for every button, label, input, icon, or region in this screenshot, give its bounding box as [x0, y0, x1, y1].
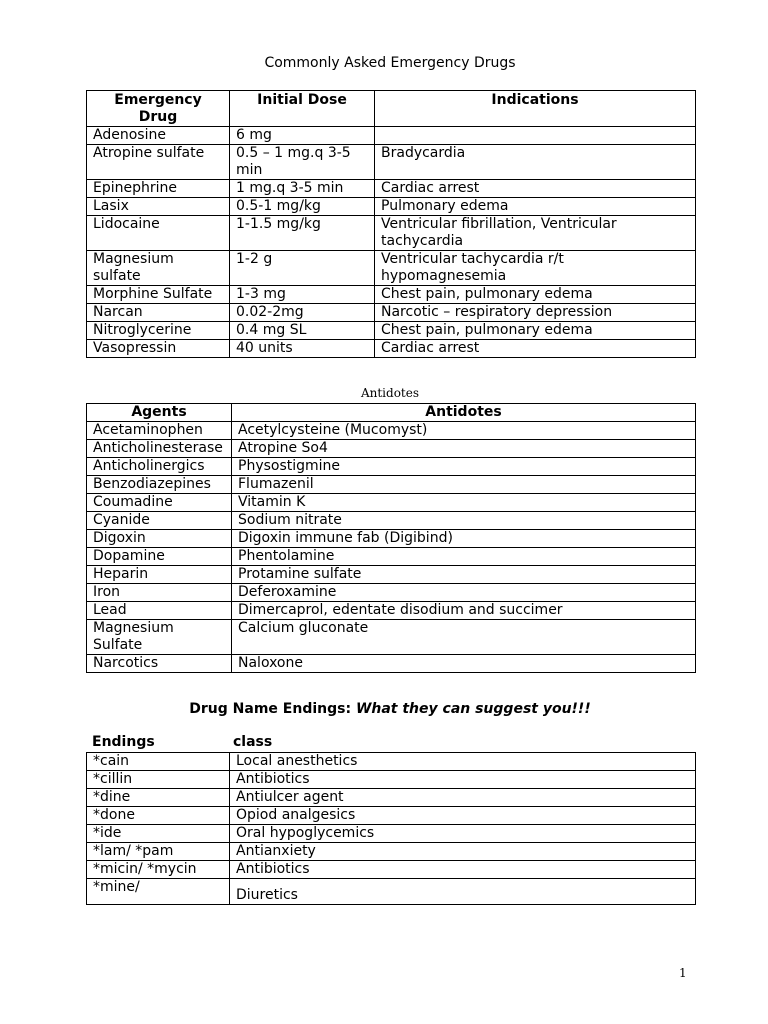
emergency-drugs-table: [86, 90, 696, 358]
drug-cell: Narcan: [87, 304, 230, 322]
table-header-row: [87, 404, 696, 422]
column-header-initial-dose: Initial Dose: [230, 91, 375, 127]
drug-cell: Magnesium sulfate: [87, 251, 230, 286]
table-row: [87, 602, 696, 620]
table-row: [87, 530, 696, 548]
table-row: [87, 789, 696, 807]
drug-cell: Adenosine: [87, 127, 230, 145]
dose-cell: 1 mg.q 3-5 min: [230, 180, 375, 198]
antidote-cell: Phentolamine: [232, 548, 696, 566]
antidote-cell: Naloxone: [232, 655, 696, 673]
drug-endings-table: [86, 752, 696, 905]
drug-cell: Lasix: [87, 198, 230, 216]
ending-cell: *done: [87, 807, 230, 825]
drug-cell: Vasopressin: [87, 340, 230, 358]
indication-cell: Narcotic – respiratory depression: [375, 304, 696, 322]
antidote-cell: Vitamin K: [232, 494, 696, 512]
table-row: [87, 494, 696, 512]
antidote-cell: Sodium nitrate: [232, 512, 696, 530]
table-row: [87, 655, 696, 673]
table-row: [87, 440, 696, 458]
drug-cell: Nitroglycerine: [87, 322, 230, 340]
column-header-emergency-drug: Emergency Drug: [87, 91, 230, 127]
table-row: [87, 304, 696, 322]
indication-cell: Ventricular fibrillation, Ventricular tachycardia: [375, 216, 696, 251]
drug-cell: Lidocaine: [87, 216, 230, 251]
dose-cell: 0.5 – 1 mg.q 3-5 min: [230, 145, 375, 180]
column-header-indications: Indications: [375, 91, 696, 127]
class-cell: Local anesthetics: [230, 753, 696, 771]
class-cell: Antiulcer agent: [230, 789, 696, 807]
ending-cell: *micin/ *mycin: [87, 861, 230, 879]
table-row: [87, 340, 696, 358]
table-row: [87, 127, 696, 145]
table-header-row: [87, 91, 696, 127]
table-row: [87, 861, 696, 879]
agent-cell: Iron: [87, 584, 232, 602]
dose-cell: 0.4 mg SL: [230, 322, 375, 340]
table-row: [87, 145, 696, 180]
table-row: [87, 286, 696, 304]
dose-cell: 6 mg: [230, 127, 375, 145]
column-header-agents: Agents: [87, 404, 232, 422]
dose-cell: 1-3 mg: [230, 286, 375, 304]
antidote-cell: Calcium gluconate: [232, 620, 696, 655]
antidote-cell: Acetylcysteine (Mucomyst): [232, 422, 696, 440]
agent-cell: Anticholinergics: [87, 458, 232, 476]
table-row: [87, 843, 696, 861]
agent-cell: Lead: [87, 602, 232, 620]
antidote-cell: Physostigmine: [232, 458, 696, 476]
dose-cell: 1-2 g: [230, 251, 375, 286]
table-row: [87, 458, 696, 476]
ending-cell: *cillin: [87, 771, 230, 789]
antidotes-table: [86, 403, 696, 673]
table-row: [87, 512, 696, 530]
dose-cell: 0.5-1 mg/kg: [230, 198, 375, 216]
emergency-drugs-title: Commonly Asked Emergency Drugs: [264, 55, 516, 71]
ending-cell: *ide: [87, 825, 230, 843]
indication-cell: Chest pain, pulmonary edema: [375, 322, 696, 340]
indication-cell: Pulmonary edema: [375, 198, 696, 216]
antidote-cell: Deferoxamine: [232, 584, 696, 602]
indication-cell: Cardiac arrest: [375, 340, 696, 358]
agent-cell: Coumadine: [87, 494, 232, 512]
table-row: [87, 584, 696, 602]
indication-cell: [375, 127, 696, 145]
ending-cell: *cain: [87, 753, 230, 771]
page-number: 1: [679, 966, 687, 980]
drug-cell: Morphine Sulfate: [87, 286, 230, 304]
class-cell: Antianxiety: [230, 843, 696, 861]
column-header-class: class: [233, 734, 273, 750]
table-row: [87, 422, 696, 440]
dose-cell: 1-1.5 mg/kg: [230, 216, 375, 251]
table-row: [87, 825, 696, 843]
table-row: [87, 879, 696, 905]
class-cell: Oral hypoglycemics: [230, 825, 696, 843]
table-row: [87, 620, 696, 655]
ending-cell: *lam/ *pam: [87, 843, 230, 861]
drug-cell: Epinephrine: [87, 180, 230, 198]
antidote-cell: Protamine sulfate: [232, 566, 696, 584]
table-row: [87, 198, 696, 216]
table-row: [87, 807, 696, 825]
table-row: [87, 566, 696, 584]
table-row: [87, 771, 696, 789]
class-cell: Opiod analgesics: [230, 807, 696, 825]
agent-cell: Digoxin: [87, 530, 232, 548]
class-cell: Antibiotics: [230, 861, 696, 879]
table-row: [87, 322, 696, 340]
drug-endings-title-italic: What they can suggest you!!!: [355, 701, 591, 717]
dose-cell: 40 units: [230, 340, 375, 358]
table-row: [87, 548, 696, 566]
class-cell: Antibiotics: [230, 771, 696, 789]
agent-cell: Cyanide: [87, 512, 232, 530]
agent-cell: Anticholinesterase: [87, 440, 232, 458]
column-header-antidotes: Antidotes: [232, 404, 696, 422]
drug-cell: Atropine sulfate: [87, 145, 230, 180]
class-cell: Diuretics: [230, 879, 696, 905]
indication-cell: Ventricular tachycardia r/t hypomagnesemia: [375, 251, 696, 286]
antidotes-title: Antidotes: [360, 386, 420, 400]
agent-cell: Magnesium Sulfate: [87, 620, 232, 655]
indication-cell: Cardiac arrest: [375, 180, 696, 198]
indication-cell: Chest pain, pulmonary edema: [375, 286, 696, 304]
ending-cell: *mine/: [87, 879, 230, 905]
table-row: [87, 476, 696, 494]
column-header-endings: Endings: [92, 734, 155, 750]
agent-cell: Narcotics: [87, 655, 232, 673]
agent-cell: Benzodiazepines: [87, 476, 232, 494]
indication-cell: Bradycardia: [375, 145, 696, 180]
ending-cell: *dine: [87, 789, 230, 807]
table-row: [87, 216, 696, 251]
drug-endings-title-plain: Drug Name Endings:: [189, 701, 356, 717]
agent-cell: Acetaminophen: [87, 422, 232, 440]
antidote-cell: Dimercaprol, edentate disodium and succimer: [232, 602, 696, 620]
table-row: [87, 753, 696, 771]
antidote-cell: Flumazenil: [232, 476, 696, 494]
antidote-cell: Atropine So4: [232, 440, 696, 458]
antidote-cell: Digoxin immune fab (Digibind): [232, 530, 696, 548]
table-row: [87, 180, 696, 198]
table-row: [87, 251, 696, 286]
drug-endings-title: [0, 700, 768, 718]
dose-cell: 0.02-2mg: [230, 304, 375, 322]
agent-cell: Heparin: [87, 566, 232, 584]
agent-cell: Dopamine: [87, 548, 232, 566]
